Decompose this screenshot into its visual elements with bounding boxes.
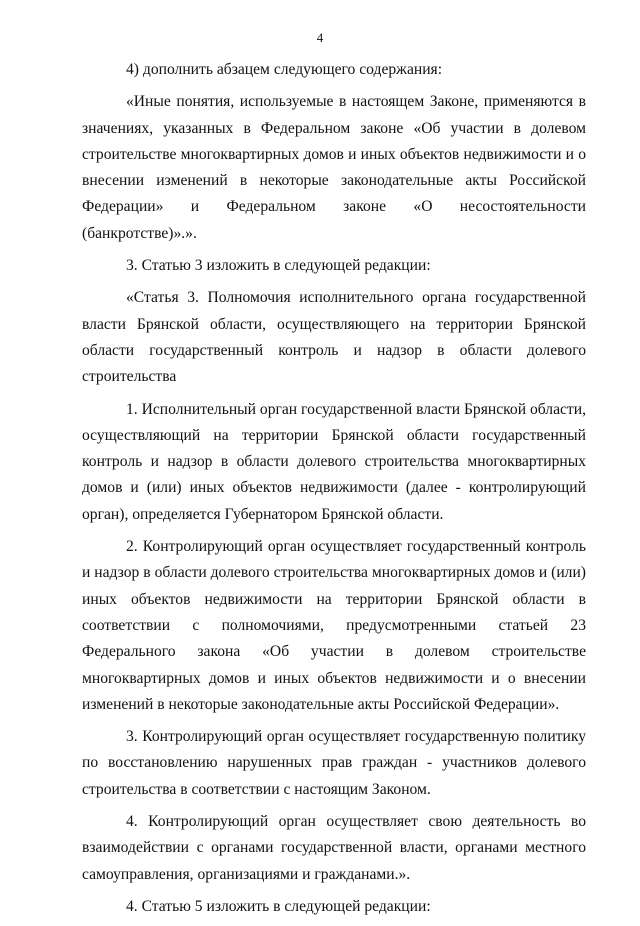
paragraph-article-5-intro: 4. Статью 5 изложить в следующей редакции: — [126, 897, 431, 915]
paragraph-amendment-intro: 4) дополнить абзацем следующего содержания: — [126, 61, 443, 78]
paragraph-concepts: «Иные понятия, используемые в настоящем Законе, применяются в значениях, указанных в Федеральном законе «Об участии в долевом строительстве многоквартирных домов и иных объектов недвижимости и о внесении изменений в некоторые законодательные акты Российской Федерации» и Федеральном законе «О несостоятельности (банкротстве)».». — [82, 93, 586, 242]
document-body — [82, 57, 586, 926]
page-number: 4 — [316, 30, 324, 45]
article-3-clause-1: 1. Исполнительный орган государственной власти Брянской области, осуществляющий на территории Брянской области государственный контроль и надзор в области долевого строительства многоквартирных домов и (или) иных объектов недвижимости (далее - контролирующий орган), определяется Губернатором Брянской области. — [82, 400, 586, 523]
article-3-clause-3: 3. Контролирующий орган осуществляет государственную политику по восстановлению нарушенных прав граждан - участников долевого строительства в соответствии с настоящим Законом. — [82, 728, 586, 798]
paragraph-article-3-intro: 3. Статью 3 изложить в следующей редакции: — [126, 257, 431, 275]
article-3-clause-2: 2. Контролирующий орган осуществляет государственный контроль и надзор в области долевого строительства многоквартирных домов и (или) иных объектов недвижимости на территории Брянской области в соответствии с полномочиями, предусмотренными статьей 23 Федерального закона «Об участии в долевом строительстве многоквартирных домов и иных объектов недвижимости и о внесении изменений в некоторые законодательные акты Российской Федерации». — [82, 538, 586, 713]
article-3-heading: «Статья 3. Полномочия исполнительного органа государственной власти Брянской области, осуществляющего на территории Брянской области государственный контроль и надзор в области долевого строительства — [82, 289, 586, 386]
article-3-clause-4: 4. Контролирующий орган осуществляет свою деятельность во взаимодействии с органами государственной власти, органами местного самоуправления, организациями и гражданами.». — [82, 813, 586, 883]
